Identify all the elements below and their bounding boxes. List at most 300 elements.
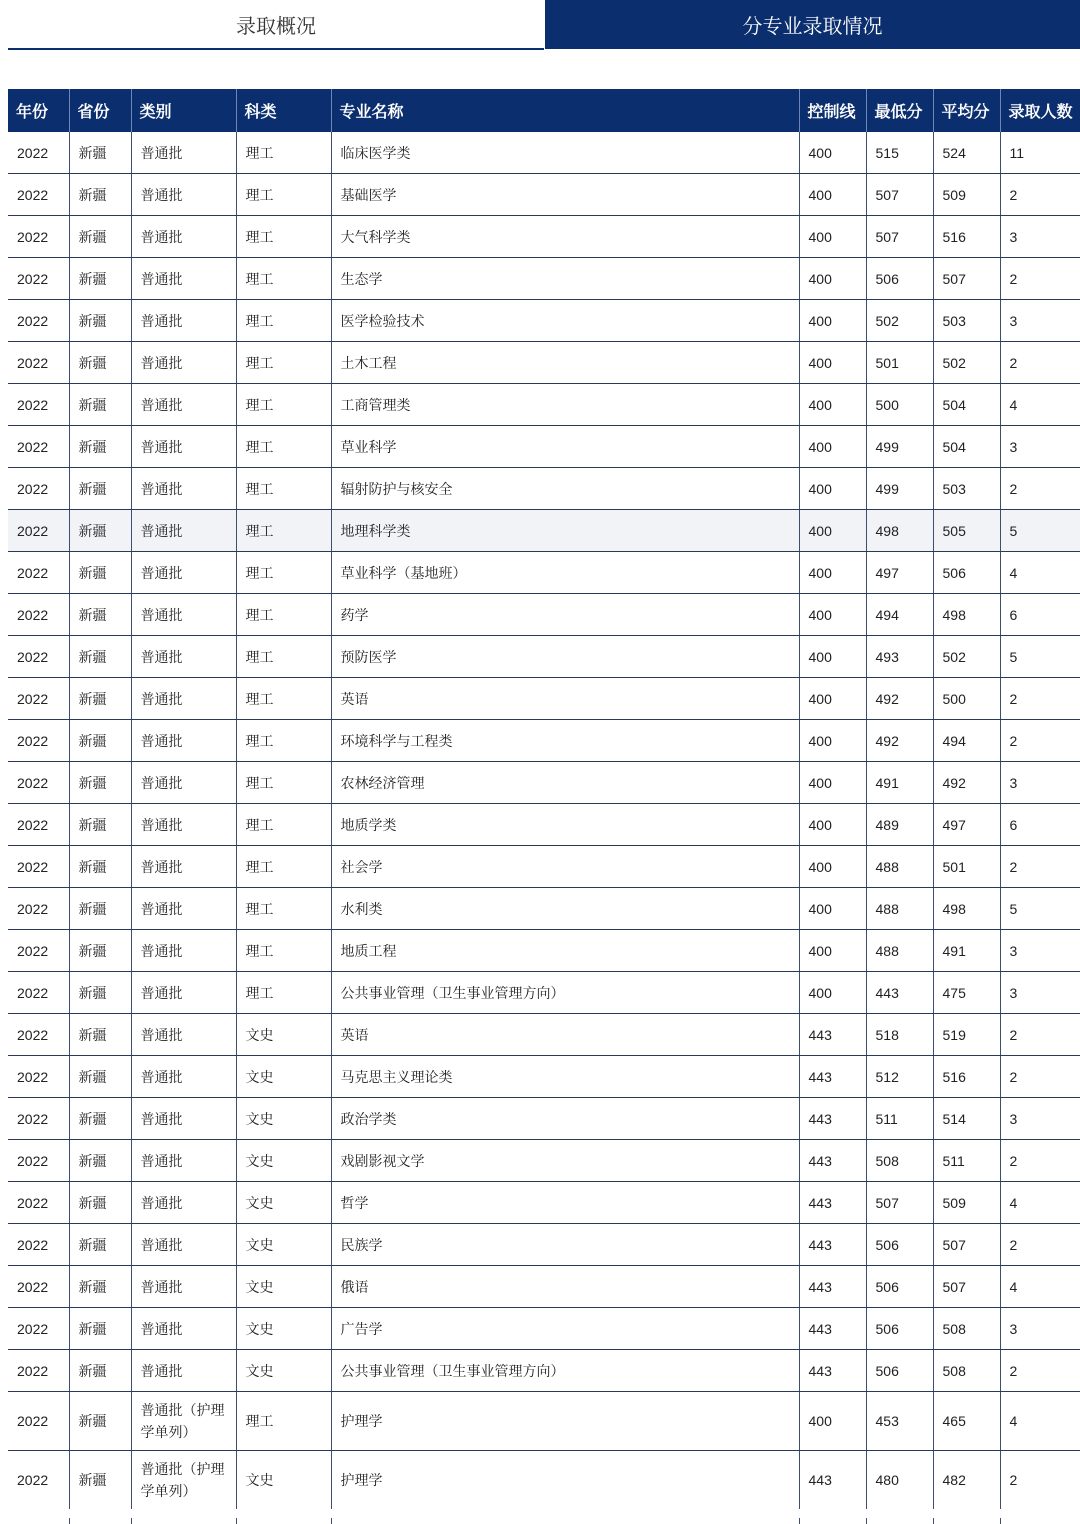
cell-min-score: 488 — [866, 846, 933, 888]
cell-province: 新疆 — [69, 1014, 131, 1056]
header-admitted-count: 录取人数 — [1000, 89, 1080, 132]
cell-subject-type: 理工 — [236, 972, 331, 1014]
cell-major-name: 土木工程 — [331, 342, 799, 384]
cell-batch: 普通批 — [131, 804, 236, 846]
cell-province: 新疆 — [69, 300, 131, 342]
cell-admitted-count: 3 — [1000, 1098, 1080, 1140]
cell-avg-score: 497 — [933, 804, 1000, 846]
cell-batch: 普通批 — [131, 300, 236, 342]
cell-major-name: 水利类 — [331, 888, 799, 930]
cell-avg-score: 509 — [933, 1182, 1000, 1224]
table-row — [8, 300, 1080, 342]
cell-avg-score: 516 — [933, 216, 1000, 258]
table-row — [8, 216, 1080, 258]
table-row — [8, 1182, 1080, 1224]
cell-subject-type: 理工 — [236, 1392, 331, 1451]
cell-subject-type: 理工 — [236, 762, 331, 804]
cell-province: 新疆 — [69, 468, 131, 510]
table-row — [8, 972, 1080, 1014]
header-batch: 类别 — [131, 89, 236, 132]
table-row — [8, 1266, 1080, 1308]
cell-year: 2022 — [8, 174, 69, 216]
cell-control-line: 443 — [799, 1308, 866, 1350]
cell-year: 2022 — [8, 300, 69, 342]
cell-min-score: 453 — [866, 1392, 933, 1451]
cell-year: 2022 — [8, 678, 69, 720]
table-row — [8, 1014, 1080, 1056]
cell-admitted-count: 3 — [1000, 762, 1080, 804]
cell-batch: 普通批 — [131, 972, 236, 1014]
cell-province: 新疆 — [69, 678, 131, 720]
cell-major-name: 医学检验技术 — [331, 300, 799, 342]
cell-min-score: 492 — [866, 720, 933, 762]
cell-avg-score: 498 — [933, 594, 1000, 636]
cell-subject-type: 理工 — [236, 846, 331, 888]
cell-min-score: 508 — [866, 1140, 933, 1182]
cell-avg-score: 502 — [933, 636, 1000, 678]
cell-min-score: 506 — [866, 1350, 933, 1392]
cell-admitted-count: 2 — [1000, 258, 1080, 300]
cell-admitted-count: 2 — [1000, 1140, 1080, 1182]
header-province: 省份 — [69, 89, 131, 132]
cell-subject-type: 文史 — [236, 1308, 331, 1350]
cell-min-score: 480 — [866, 1451, 933, 1510]
cell-control-line: 443 — [799, 1098, 866, 1140]
cell-year: 2022 — [8, 930, 69, 972]
cell-min-score: 507 — [866, 216, 933, 258]
table-row — [8, 678, 1080, 720]
table-row — [8, 1224, 1080, 1266]
cell-admitted-count: 3 — [1000, 930, 1080, 972]
cell-control-line: 400 — [799, 636, 866, 678]
cell-batch: 普通批 — [131, 594, 236, 636]
cell-year: 2022 — [8, 720, 69, 762]
cell-subject-type: 理工 — [236, 174, 331, 216]
cell-year: 2022 — [8, 258, 69, 300]
cell-admitted-count: 2 — [1000, 1056, 1080, 1098]
cell-year: 2022 — [8, 552, 69, 594]
cell-year: 2022 — [8, 1098, 69, 1140]
cell-major-name: 公共事业管理（卫生事业管理方向） — [331, 972, 799, 1014]
cell-year: 2022 — [8, 972, 69, 1014]
cell-year: 2022 — [8, 342, 69, 384]
cell-avg-score: 502 — [933, 342, 1000, 384]
cell-subject-type: 理工 — [236, 216, 331, 258]
cell-avg-score: 475 — [933, 972, 1000, 1014]
cell-subject-type: 理工 — [236, 804, 331, 846]
cell-control-line: 443 — [799, 1350, 866, 1392]
cell-major-name: 草业科学 — [331, 426, 799, 468]
tab-admission-by-major[interactable]: 分专业录取情况 — [545, 0, 1080, 49]
cell-admitted-count: 11 — [1000, 132, 1080, 174]
cell-year: 2022 — [8, 1140, 69, 1182]
cell-year: 2022 — [8, 762, 69, 804]
cell-batch: 普通批 — [131, 1098, 236, 1140]
cell-avg-score: 514 — [933, 1098, 1000, 1140]
cell-avg-score: 507 — [933, 1224, 1000, 1266]
header-control-line: 控制线 — [799, 89, 866, 132]
cell-year: 2022 — [8, 216, 69, 258]
cell-year: 2022 — [8, 1451, 69, 1510]
table-row — [8, 1451, 1080, 1510]
cell-province: 新疆 — [69, 1224, 131, 1266]
cell-year: 2022 — [8, 1014, 69, 1056]
cell-major-name: 哲学 — [331, 1182, 799, 1224]
cell-control-line: 400 — [799, 384, 866, 426]
table-continuation — [8, 1518, 1080, 1524]
cell-subject-type: 文史 — [236, 1451, 331, 1510]
cell-batch: 普通批 — [131, 930, 236, 972]
cell-avg-score: 505 — [933, 510, 1000, 552]
cell-batch: 普通批 — [131, 846, 236, 888]
table-row — [8, 1140, 1080, 1182]
cell-subject-type: 文史 — [236, 1350, 331, 1392]
cell-avg-score: 509 — [933, 174, 1000, 216]
cell-min-score: 507 — [866, 174, 933, 216]
cell-admitted-count: 2 — [1000, 174, 1080, 216]
cell-major-name: 预防医学 — [331, 636, 799, 678]
cell-control-line: 443 — [799, 1224, 866, 1266]
cell-avg-score: 508 — [933, 1350, 1000, 1392]
table-row — [8, 426, 1080, 468]
cell-avg-score: 508 — [933, 1308, 1000, 1350]
cell-major-name: 草业科学（基地班） — [331, 552, 799, 594]
cell-year: 2022 — [8, 1308, 69, 1350]
header-major-name: 专业名称 — [331, 89, 799, 132]
cell-batch: 普通批 — [131, 1140, 236, 1182]
cell-min-score: 506 — [866, 1308, 933, 1350]
cell-major-name: 地质学类 — [331, 804, 799, 846]
cell-major-name: 环境科学与工程类 — [331, 720, 799, 762]
cell-control-line: 400 — [799, 342, 866, 384]
header-min-score: 最低分 — [866, 89, 933, 132]
cell-province: 新疆 — [69, 762, 131, 804]
cell-major-name: 戏剧影视文学 — [331, 1140, 799, 1182]
cell-min-score: 511 — [866, 1098, 933, 1140]
cell-min-score: 488 — [866, 930, 933, 972]
cell-province: 新疆 — [69, 552, 131, 594]
cell-batch: 普通批 — [131, 720, 236, 762]
cell-admitted-count: 3 — [1000, 216, 1080, 258]
cell-control-line: 400 — [799, 678, 866, 720]
cell-admitted-count: 2 — [1000, 1014, 1080, 1056]
table-row — [8, 636, 1080, 678]
cell-control-line: 443 — [799, 1266, 866, 1308]
table-row — [8, 468, 1080, 510]
table-row — [8, 342, 1080, 384]
cell-major-name: 大气科学类 — [331, 216, 799, 258]
cell-admitted-count: 2 — [1000, 1224, 1080, 1266]
tab-admission-overview[interactable]: 录取概况 — [8, 0, 544, 50]
cell-province: 新疆 — [69, 804, 131, 846]
cell-batch: 普通批 — [131, 468, 236, 510]
cell-control-line: 443 — [799, 1451, 866, 1510]
cell-min-score: 506 — [866, 258, 933, 300]
cell-control-line: 400 — [799, 426, 866, 468]
cell-subject-type: 文史 — [236, 1056, 331, 1098]
cell-admitted-count: 4 — [1000, 1266, 1080, 1308]
cell-min-score: 506 — [866, 1224, 933, 1266]
table-row — [8, 1056, 1080, 1098]
cell-subject-type: 理工 — [236, 342, 331, 384]
table-row — [8, 762, 1080, 804]
cell-province: 新疆 — [69, 888, 131, 930]
cell-major-name: 工商管理类 — [331, 384, 799, 426]
cell-province: 新疆 — [69, 426, 131, 468]
table-header-row — [8, 89, 1080, 132]
cell-avg-score: 524 — [933, 132, 1000, 174]
cell-year: 2022 — [8, 846, 69, 888]
cell-subject-type: 文史 — [236, 1266, 331, 1308]
cell-major-name: 政治学类 — [331, 1098, 799, 1140]
cell-avg-score: 504 — [933, 426, 1000, 468]
cell-year: 2022 — [8, 888, 69, 930]
cell-admitted-count: 3 — [1000, 972, 1080, 1014]
cell-major-name: 药学 — [331, 594, 799, 636]
cell-province: 新疆 — [69, 846, 131, 888]
cell-year: 2022 — [8, 1056, 69, 1098]
table-row — [8, 594, 1080, 636]
cell-year: 2022 — [8, 636, 69, 678]
cell-min-score: 497 — [866, 552, 933, 594]
cell-control-line: 400 — [799, 804, 866, 846]
cell-min-score: 494 — [866, 594, 933, 636]
cell-avg-score: 507 — [933, 258, 1000, 300]
cell-batch: 普通批 — [131, 678, 236, 720]
cell-major-name: 护理学 — [331, 1392, 799, 1451]
cell-major-name: 辐射防护与核安全 — [331, 468, 799, 510]
cell-major-name: 地理科学类 — [331, 510, 799, 552]
cell-batch: 普通批 — [131, 426, 236, 468]
table-row — [8, 510, 1080, 552]
cell-major-name: 英语 — [331, 678, 799, 720]
cell-min-score: 493 — [866, 636, 933, 678]
cell-admitted-count: 2 — [1009, 1472, 1018, 1488]
cell-province: 新疆 — [69, 1182, 131, 1224]
cell-batch: 普通批 — [131, 384, 236, 426]
cell-min-score: 515 — [866, 132, 933, 174]
cell-province: 新疆 — [69, 132, 131, 174]
cell-admitted-count: 6 — [1000, 804, 1080, 846]
cell-batch: 普通批 — [131, 510, 236, 552]
cell-year: 2022 — [8, 1182, 69, 1224]
cell-major-name: 俄语 — [331, 1266, 799, 1308]
cell-min-score: 499 — [866, 468, 933, 510]
cell-subject-type: 理工 — [236, 594, 331, 636]
cell-major-name: 英语 — [331, 1014, 799, 1056]
cell-province: 新疆 — [69, 972, 131, 1014]
cell-batch: 普通批 — [131, 1224, 236, 1266]
header-subject-type: 科类 — [236, 89, 331, 132]
cell-major-name: 生态学 — [331, 258, 799, 300]
cell-avg-score: 504 — [933, 384, 1000, 426]
cell-year: 2022 — [8, 384, 69, 426]
cell-min-score: 500 — [866, 384, 933, 426]
cell-admitted-count: 5 — [1000, 510, 1080, 552]
cell-major-name: 临床医学类 — [331, 132, 799, 174]
cell-province: 新疆 — [69, 1266, 131, 1308]
cell-major-name: 马克思主义理论类 — [331, 1056, 799, 1098]
cell-control-line: 400 — [799, 972, 866, 1014]
cell-subject-type: 理工 — [236, 930, 331, 972]
cell-province: 新疆 — [69, 1098, 131, 1140]
cell-major-name: 广告学 — [331, 1308, 799, 1350]
cell-avg-score: 492 — [933, 762, 1000, 804]
cell-batch: 普通批 — [131, 1056, 236, 1098]
cell-major-name: 民族学 — [331, 1224, 799, 1266]
table-row — [8, 552, 1080, 594]
cell-min-score: 488 — [866, 888, 933, 930]
cell-batch: 普通批 — [131, 216, 236, 258]
cell-year: 2022 — [8, 426, 69, 468]
cell-control-line: 400 — [799, 468, 866, 510]
cell-subject-type: 理工 — [236, 510, 331, 552]
cell-year: 2022 — [8, 132, 69, 174]
cell-batch: 普通批（护理学单列） — [131, 1392, 236, 1451]
cell-control-line: 400 — [799, 132, 866, 174]
cell-batch: 普通批 — [131, 762, 236, 804]
cell-subject-type: 理工 — [236, 384, 331, 426]
cell-major-name: 社会学 — [331, 846, 799, 888]
cell-avg-score: 500 — [933, 678, 1000, 720]
cell-province: 新疆 — [69, 258, 131, 300]
cell-subject-type: 文史 — [236, 1140, 331, 1182]
cell-year: 2022 — [8, 594, 69, 636]
cell-min-score: 499 — [866, 426, 933, 468]
admission-table — [8, 89, 1080, 1509]
cell-subject-type: 理工 — [236, 132, 331, 174]
cell-major-name: 护理学 — [331, 1451, 799, 1510]
cell-admitted-count: 4 — [1000, 552, 1080, 594]
table-row — [8, 804, 1080, 846]
cell-control-line: 443 — [799, 1182, 866, 1224]
cell-batch: 普通批 — [131, 1014, 236, 1056]
cell-avg-score: 503 — [933, 468, 1000, 510]
cell-year: 2022 — [8, 468, 69, 510]
cell-admitted-count: 2 — [1000, 678, 1080, 720]
cell-province: 新疆 — [69, 216, 131, 258]
cell-province: 新疆 — [69, 510, 131, 552]
cell-batch: 普通批 — [131, 1308, 236, 1350]
cell-avg-score: 506 — [933, 552, 1000, 594]
cell-control-line: 400 — [799, 300, 866, 342]
cell-admitted-count: 2 — [1000, 342, 1080, 384]
cell-batch: 普通批 — [131, 888, 236, 930]
cell-control-line: 400 — [799, 258, 866, 300]
cell-control-line: 400 — [799, 720, 866, 762]
cell-subject-type: 理工 — [236, 888, 331, 930]
cell-batch: 普通批（护理学单列） — [131, 1451, 236, 1510]
cell-min-score: 492 — [866, 678, 933, 720]
table-row — [8, 258, 1080, 300]
cell-province: 新疆 — [69, 1140, 131, 1182]
cell-subject-type: 文史 — [236, 1014, 331, 1056]
cell-batch: 普通批 — [131, 132, 236, 174]
cell-admitted-count: 3 — [1000, 300, 1080, 342]
cell-province: 新疆 — [69, 636, 131, 678]
cell-batch: 普通批 — [131, 258, 236, 300]
cell-province: 新疆 — [69, 720, 131, 762]
cell-min-score: 489 — [866, 804, 933, 846]
cell-avg-score: 516 — [933, 1056, 1000, 1098]
cell-province: 新疆 — [69, 1056, 131, 1098]
cell-major-name: 基础医学 — [331, 174, 799, 216]
cell-year: 2022 — [8, 1224, 69, 1266]
cell-admitted-count: 6 — [1000, 594, 1080, 636]
cell-admitted-count: 4 — [1000, 1182, 1080, 1224]
cell-control-line: 400 — [799, 174, 866, 216]
table-row — [8, 846, 1080, 888]
cell-subject-type: 理工 — [236, 678, 331, 720]
cell-subject-type: 理工 — [236, 468, 331, 510]
tab-bar — [0, 0, 1080, 50]
cell-admitted-count: 2 — [1000, 720, 1080, 762]
cell-year: 2022 — [8, 510, 69, 552]
cell-control-line: 400 — [799, 888, 866, 930]
cell-avg-score: 503 — [933, 300, 1000, 342]
cell-subject-type: 理工 — [236, 720, 331, 762]
cell-min-score: 507 — [866, 1182, 933, 1224]
cell-major-name: 公共事业管理（卫生事业管理方向） — [331, 1350, 799, 1392]
cell-avg-score: 498 — [933, 888, 1000, 930]
cell-min-score: 501 — [866, 342, 933, 384]
cell-control-line: 400 — [799, 216, 866, 258]
cell-subject-type: 文史 — [236, 1224, 331, 1266]
cell-year: 2022 — [8, 1350, 69, 1392]
table-row — [8, 930, 1080, 972]
cell-admitted-count: 5 — [1000, 888, 1080, 930]
cell-admitted-count: 2 — [1000, 468, 1080, 510]
table-row — [8, 384, 1080, 426]
cell-batch: 普通批 — [131, 1182, 236, 1224]
cell-min-score: 506 — [866, 1266, 933, 1308]
cell-min-score: 443 — [866, 972, 933, 1014]
header-avg-score: 平均分 — [933, 89, 1000, 132]
cell-control-line: 443 — [799, 1014, 866, 1056]
cell-avg-score: 465 — [933, 1392, 1000, 1451]
cell-subject-type: 理工 — [236, 636, 331, 678]
cell-min-score: 491 — [866, 762, 933, 804]
cell-control-line: 400 — [799, 762, 866, 804]
cell-control-line: 400 — [799, 510, 866, 552]
cell-admitted-count: 4 — [1000, 384, 1080, 426]
cell-avg-score: 507 — [933, 1266, 1000, 1308]
cell-province: 新疆 — [69, 384, 131, 426]
cell-batch: 普通批 — [131, 1266, 236, 1308]
cell-min-score: 498 — [866, 510, 933, 552]
cell-province: 新疆 — [69, 342, 131, 384]
cell-subject-type: 文史 — [236, 1098, 331, 1140]
table-row — [8, 132, 1080, 174]
cell-min-score: 502 — [866, 300, 933, 342]
cell-batch: 普通批 — [131, 636, 236, 678]
cell-subject-type: 理工 — [236, 258, 331, 300]
cell-avg-score: 511 — [933, 1140, 1000, 1182]
cell-batch: 普通批 — [131, 174, 236, 216]
cell-control-line: 400 — [799, 930, 866, 972]
cell-batch: 普通批 — [131, 342, 236, 384]
cell-min-score: 518 — [866, 1014, 933, 1056]
cell-year: 2022 — [8, 804, 69, 846]
cell-control-line: 443 — [799, 1140, 866, 1182]
table-row — [8, 720, 1080, 762]
cell-min-score: 512 — [866, 1056, 933, 1098]
cell-admitted-count: 4 — [1000, 1392, 1080, 1451]
cell-province: 新疆 — [69, 174, 131, 216]
cell-avg-score: 494 — [933, 720, 1000, 762]
cell-province: 新疆 — [69, 930, 131, 972]
cell-avg-score: 491 — [933, 930, 1000, 972]
